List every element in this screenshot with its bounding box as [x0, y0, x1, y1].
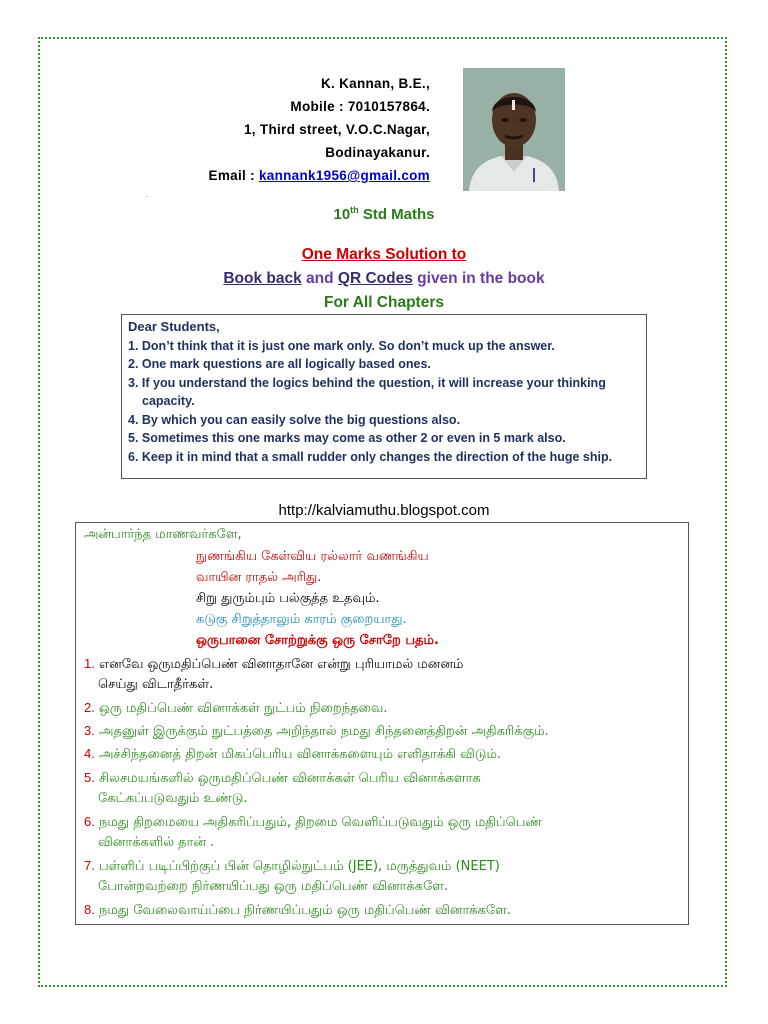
contact-block — [150, 72, 430, 187]
tamil-point — [84, 700, 387, 717]
tamil-greeting: அன்பார்ந்த மாணவர்களே, — [84, 527, 242, 542]
point-text: பள்ளிப் படிப்பிற்குப் பின் தொழில்நுட்பம் (JEE), மருத்துவம் (NEET) — [98, 859, 500, 874]
tamil-point — [84, 746, 501, 763]
author-name: K. Kannan, B.E., — [320, 76, 430, 91]
point-number: 3. — [84, 723, 95, 738]
stray-mark: . — [146, 190, 149, 199]
point-number: 6. — [84, 814, 95, 829]
qr-codes-text: QR Codes — [337, 270, 413, 287]
email-label: Email : — [208, 168, 259, 183]
and-text: and — [301, 270, 338, 287]
point-text: எனவே ஒருமதிப்பெண் வினாதானே என்று புரியாமல் மனனம் — [98, 657, 464, 672]
given-text: given in the book — [412, 270, 545, 287]
std-title — [0, 205, 768, 223]
blog-url[interactable]: http://kalviamuthu.blogspot.com — [278, 502, 490, 519]
author-photo-image — [463, 68, 565, 191]
point-number: 4. — [84, 746, 95, 761]
tamil-point — [84, 902, 511, 919]
headline-one-marks: One Marks Solution to — [301, 246, 467, 263]
advice-greeting: Dear Students, — [128, 319, 220, 334]
author-photo — [463, 68, 565, 191]
point-text: நமது வேலைவாய்ப்பை நிர்ணயிப்பதும் ஒரு மதிப்பெண் வினாக்களே. — [98, 903, 512, 918]
proverb-3: ஒருபானை சோற்றுக்கு ஒரு சோறே பதம். — [196, 633, 439, 648]
tamil-point — [84, 656, 463, 673]
point-number: 8. — [84, 902, 95, 917]
proverb-1: சிறு துரும்பும் பல்குத்த உதவும். — [196, 591, 380, 606]
point-continuation: கேட்கப்படுவதும் உண்டு. — [98, 791, 248, 806]
point-number: 1. — [84, 656, 95, 671]
book-back-text: Book back — [223, 270, 302, 287]
advice-item: 6. Keep it in mind that a small rudder only changes the direction of the huge ship. — [128, 449, 613, 464]
address-line-2: Bodinayakanur. — [325, 145, 430, 160]
advice-item: 3. If you understand the logics behind the question, it will increase your thinking capacity. — [128, 375, 606, 408]
point-number: 2. — [84, 700, 95, 715]
std-number: 10 — [333, 206, 351, 223]
tamil-message-box — [75, 522, 689, 925]
point-number: 7. — [84, 858, 95, 873]
advice-item: 4. By which you can easily solve the big questions also. — [128, 412, 461, 427]
email-link[interactable]: kannank1956@gmail.com — [258, 168, 430, 183]
headline-book-back — [0, 270, 768, 288]
point-text: நமது திறமையை அதிகரிப்பதும், திறமை வெளிப்படுவதும் ஒரு மதிப்பெண் — [98, 815, 542, 830]
tamil-point — [84, 770, 481, 787]
point-text: சிலசமயங்களில் ஒருமதிப்பெண் வினாக்கள் பெரிய வினாக்களாக — [98, 771, 481, 786]
proverb-2: கடுகு சிறுத்தாலும் காரம் குறையாது. — [196, 612, 407, 627]
verse-line-1: நுணங்கிய கேள்விய ரல்லார் வணங்கிய — [196, 549, 429, 564]
address-line-1: 1, Third street, V.O.C.Nagar, — [243, 122, 430, 137]
tamil-point — [84, 858, 500, 875]
tamil-point — [84, 814, 542, 831]
mobile-number: Mobile : 7010157864. — [290, 99, 430, 114]
point-text: அதனுள் இருக்கும் நுட்பத்தை அறிந்தால் நமது சிந்தனைத்திறன் அதிகரிக்கும். — [98, 724, 549, 739]
point-continuation: வினாக்களில் தான் . — [98, 835, 215, 850]
verse-line-2: வாயின ராதல் அரிது. — [196, 570, 322, 585]
advice-item: 2. One mark questions are all logically based ones. — [128, 357, 431, 371]
point-continuation: போன்றவற்றை நிர்ணயிப்பது ஒரு மதிப்பெண் வினாக்களே. — [98, 879, 449, 894]
point-number: 5. — [84, 770, 95, 785]
point-text: அச்சிந்தனைத் திறன் மிகப்பெரிய வினாக்களையும் எளிதாக்கி விடும். — [98, 747, 502, 762]
advice-box — [121, 314, 647, 479]
headline-all-chapters: For All Chapters — [324, 294, 444, 311]
std-superscript: th — [350, 205, 359, 215]
email-row — [150, 164, 430, 187]
std-subject: Std Maths — [358, 206, 435, 223]
point-continuation: செய்து விடாதீர்கள். — [98, 677, 214, 692]
advice-item: 1. Don’t think that it is just one mark only. So don’t muck up the answer. — [128, 338, 555, 353]
advice-item: 5. Sometimes this one marks may come as other 2 or even in 5 mark also. — [128, 431, 566, 445]
point-text: ஒரு மதிப்பெண் வினாக்கள் நுட்பம் நிறைந்தவை. — [98, 701, 388, 716]
tamil-point — [84, 723, 549, 740]
